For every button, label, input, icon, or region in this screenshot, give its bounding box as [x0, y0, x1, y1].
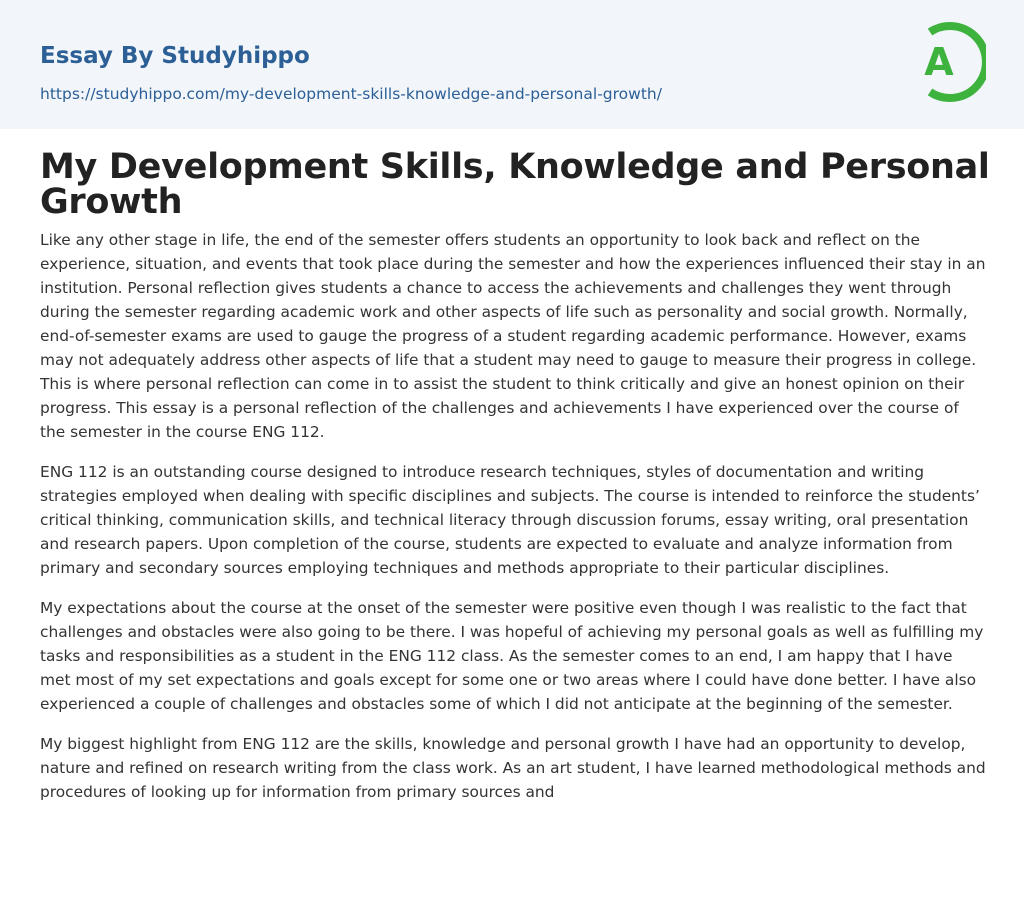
studyhippo-logo-icon[interactable]: [912, 19, 986, 105]
essay-paragraph: My expectations about the course at the onset of the semester were positive even though I was realistic to the fact that challenges and obstacles were also going to be there. I was hopeful of achieving my personal goals as well as fulfilling my tasks and responsibilities as a student in the ENG 112 class. As the semester comes to an end, I am happy that I have met most of my set expectations and goals except for some one or two areas where I could have done better. I have also experienced a couple of challenges and obstacles some of which I did not anticipate at the beginning of the semester.: [40, 599, 984, 713]
site-header: [0, 0, 1024, 129]
essay-title: My Development Skills, Knowledge and Personal Growth: [40, 147, 990, 222]
logo-letter: A: [924, 40, 954, 84]
essay-paragraph: Like any other stage in life, the end of the semester offers students an opportunity to look back and reflect on the experience, situation, and events that took place during the semester and how the experiences influenced their stay in an institution. Personal reflection gives students a chance to access the achievements and challenges they went through during the semester regarding academic work and other aspects of life such as personality and social growth. Normally, end-of-semester exams are used to gauge the progress of a student regarding academic performance. However, exams may not adequately address other aspects of life that a student may need to gauge to measure their progress in college. This is where personal reflection can come in to assist the student to think critically and give an honest opinion on their progress. This essay is a personal reflection of the challenges and achievements I have experienced over the course of the semester in the course ENG 112.: [40, 231, 986, 441]
essay-paragraph: ENG 112 is an outstanding course designed to introduce research techniques, styles of documentation and writing strategies employed when dealing with specific disciplines and subjects. The course is intended to reinforce the students’ critical thinking, communication skills, and technical literacy through discussion forums, essay writing, oral presentation and research papers. Upon completion of the course, students are expected to evaluate and analyze information from primary and secondary sources employing techniques and methods appropriate to their particular disciplines.: [40, 463, 980, 577]
essay-url-link[interactable]: https://studyhippo.com/my-development-skills-knowledge-and-personal-growth/: [40, 85, 662, 103]
site-brand[interactable]: Essay By Studyhippo: [40, 43, 310, 69]
essay-body: [40, 228, 986, 909]
essay-paragraph: My biggest highlight from ENG 112 are the skills, knowledge and personal growth I have had an opportunity to develop, nature and refined on research writing from the class work. As an art student, I have learned methodological methods and procedures of looking up for information from primary sources and: [40, 735, 986, 801]
